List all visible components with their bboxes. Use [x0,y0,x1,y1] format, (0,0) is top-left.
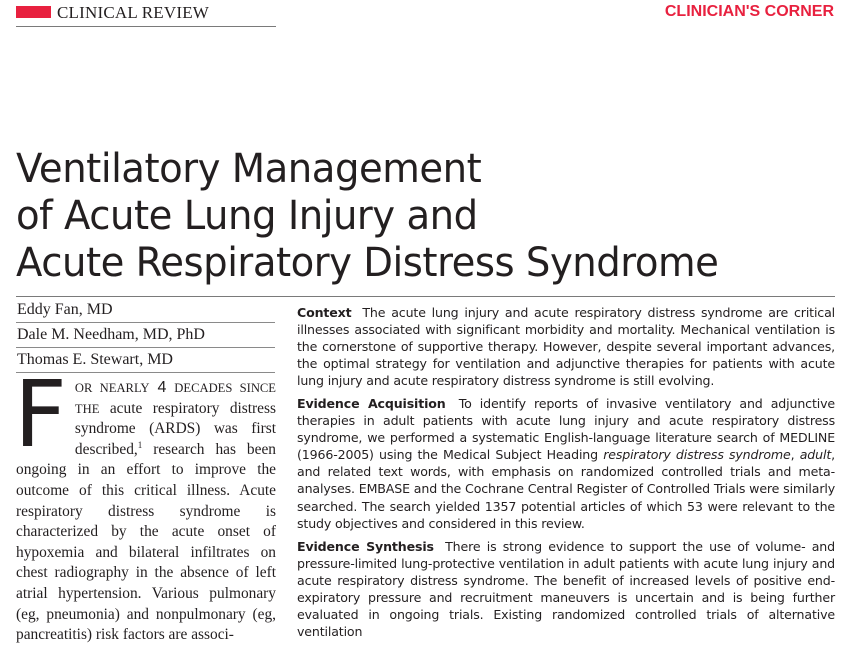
lead-number: 4 [157,379,167,396]
body-text-part: acute respiratory distress syndrome (ARDS) was first described, [74,399,276,458]
author: Thomas E. Stewart, MD [16,348,275,373]
body-text [14,361,277,646]
abstract-heading: Evidence Synthesis [297,538,434,554]
lead-smallcaps: OR NEARLY [74,381,150,395]
separator: , [790,447,795,463]
abstract-text: There is strong evidence to support the use of volume- and pressure-limited lung-protective ventilation in adult patients with acute lung injury and acute respiratory distress syndrome. The benefit of increased levels of positive end-expiratory pressure and recruitment maneuvers is uncertain and is being further evaluated in ongoing trials. Existing randomized controlled trials of alternative ventilation [297,538,835,639]
footnote-ref[interactable]: 1 [137,439,143,450]
drop-cap: F [14,361,67,468]
section-rule [16,26,276,27]
abstract-text: To identify reports of invasive ventilatory and adjunctive therapies in adult patients with acute lung injury and acute respiratory distress syndrome, we performed a systematic English-language literature search of MEDLINE (1966-2005) using the Medical Subject Heading [297,396,835,463]
title-divider [16,296,835,297]
corner-label: CLINICIAN'S CORNER [664,3,834,20]
abstract-heading: Evidence Acquisition [297,396,446,412]
abstract-context [297,304,835,389]
title-line: of Acute Lung Injury and [16,193,478,239]
abstract-evidence-synthesis [297,538,835,640]
abstract-heading: Context [297,305,352,320]
body-text-part: research has been ongoing in an effort to improve the outcome of this critical illness. Acute respiratory distress syndrome is characterized by the acute onset of hypoxemia and bilateral infiltrates on chest radiography in the absence of left atrial hypertension. Various pulmonary (eg, pneumonia) and nonpulmonary (eg, pancreatitis) risk factors are associ- [16,440,276,644]
title-line: Ventilatory Management [16,146,482,192]
abstract-text: , and related text words, with emphasis on randomized controlled trials and meta-analyses. EMBASE and the Cochrane Central Register of Controlled Trials were similarly searched. The search yielded 1357 potential articles of which 53 were relevant to the study objectives and considered in this review. [297,447,835,531]
author: Dale M. Needham, MD, PhD [16,323,275,348]
mesh-term: adult [799,447,832,463]
section-label: CLINICAL REVIEW [57,3,210,22]
article-title [16,146,718,287]
abstract-evidence-acquisition [297,395,835,531]
title-line: Acute Respiratory Distress Syndrome [16,240,719,286]
author: Eddy Fan, MD [16,298,275,323]
abstract [297,304,835,646]
mesh-term: respiratory distress syndrome [603,447,791,463]
abstract-text: The acute lung injury and acute respiratory distress syndrome are critical illnesses associated with significant morbidity and mortality. Mechanical ventilation is the cornerstone of supportive therapy. However, despite several important advances, the optimal strategy for ventilation and adjunctive therapies for patients with acute lung injury and acute respiratory distress syndrome is still evolving. [297,305,835,389]
section-color-bar [16,6,51,18]
lead-smallcaps: DECADES SINCE THE [74,381,277,416]
